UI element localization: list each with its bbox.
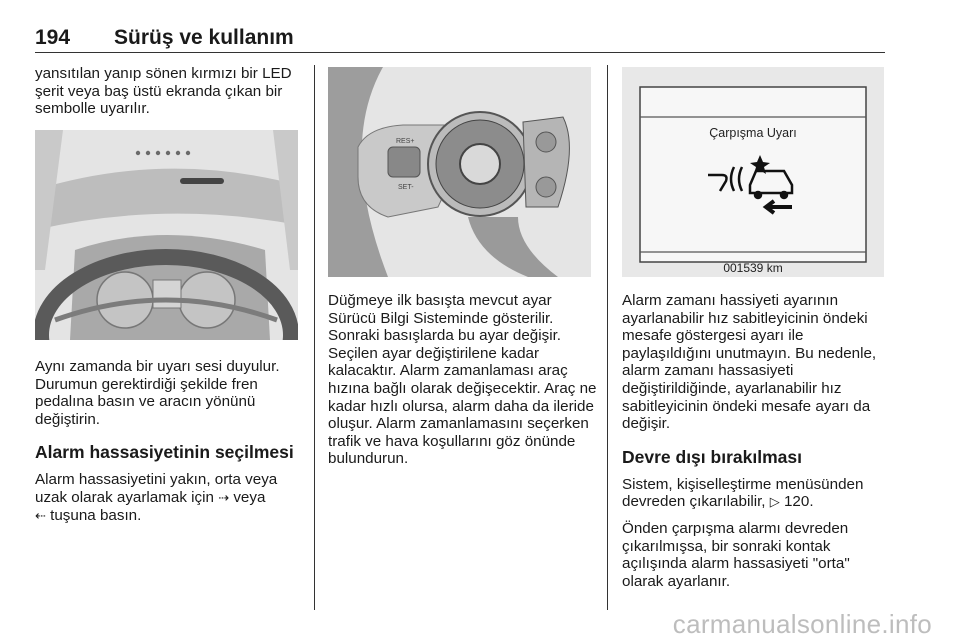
steering-wheel-controls-figure: [328, 67, 591, 277]
column-1: [35, 65, 307, 127]
column-2: [328, 292, 600, 477]
res-label: RES+: [396, 138, 415, 145]
display-title: Çarpışma Uyarı: [709, 126, 797, 140]
sensitivity-shared-paragraph: Alarm zamanı hassiyeti ayarının ayarlanabilir hız sabitleyicinin öndeki mesafe göstergesi ayarı ile paylaşıldığını unutmayın. Bu nedenle, alarm zamanı hassasiyeti değiştirildiğinde, ayarlanabilir hız sabitleyicinin öndeki mesafe ayarı da değişir.: [622, 292, 877, 433]
driver-info-display-figure: [622, 67, 884, 277]
alarm-sensitivity-heading: Alarm hassasiyetinin seçilmesi: [35, 442, 294, 463]
display-odometer: 001539 km: [723, 261, 783, 275]
watermark: carmanualsonline.info: [672, 609, 932, 639]
column-divider-1: [314, 65, 315, 610]
column-divider-2: [607, 65, 608, 610]
set-label: SET-: [398, 184, 414, 191]
chapter-title: Sürüş ve kullanım: [114, 26, 294, 49]
page-reference-arrow-icon: ▷: [769, 494, 780, 510]
deactivation-paragraph: Sistem, kişiselleştirme menüsünden devreden çıkarılabilir, ▷ 120.: [622, 475, 864, 511]
column-1-lower: [35, 358, 307, 533]
column-3: [622, 292, 890, 599]
dashboard-illustration: [35, 130, 298, 340]
button-press-paragraph: Düğmeye ilk basışta mevcut ayar Sürücü Bilgi Sisteminde gösterilir. Sonraki basışlarda bu ayar değişir. Seçilen ayar değiştirilene kadar kalacaktır. Alarm zamanlaması araç hızına bağlı olarak değişecektir. Araç ne kadar hızlı olursa, alarm daha da ileride oluşur. Alarm zamanlamasını seçerken trafik ve hava koşullarını göz önünde bulundurun.: [328, 292, 597, 468]
steering-wheel-controls-illustration: [328, 67, 591, 277]
alarm-sensitivity-paragraph: Alarm hassasiyetini yakın, orta veya uzak olarak ayarlamak için ⇢ veya ⇠ tuşuna basın.: [35, 471, 278, 524]
intro-paragraph: yansıtılan yanıp sönen kırmızı bir LED şerit veya baş üstü ekranda çıkan bir sembolle uyarılır.: [35, 65, 292, 118]
dashboard-figure: [35, 130, 298, 340]
collision-warning-display: [622, 67, 884, 277]
car-distance-farther-icon: ⇠: [35, 507, 46, 523]
warning-sound-paragraph: Aynı zamanda bir uyarı sesi duyulur. Durumun gerektirdiği şekilde fren pedalına basın ve aracın yönünü değiştirin.: [35, 358, 280, 428]
page-reference[interactable]: 120.: [783, 493, 814, 511]
page-number: 194: [35, 26, 71, 49]
deactivation-heading: Devre dışı bırakılması: [622, 446, 802, 467]
car-distance-closer-icon: ⇢: [218, 489, 230, 505]
page-header: [35, 22, 885, 53]
reactivation-paragraph: Önden çarpışma alarmı devreden çıkarılmışsa, bir sonraki kontak açılışında alarm hassasiyeti "orta" olarak ayarlanır.: [622, 519, 850, 590]
